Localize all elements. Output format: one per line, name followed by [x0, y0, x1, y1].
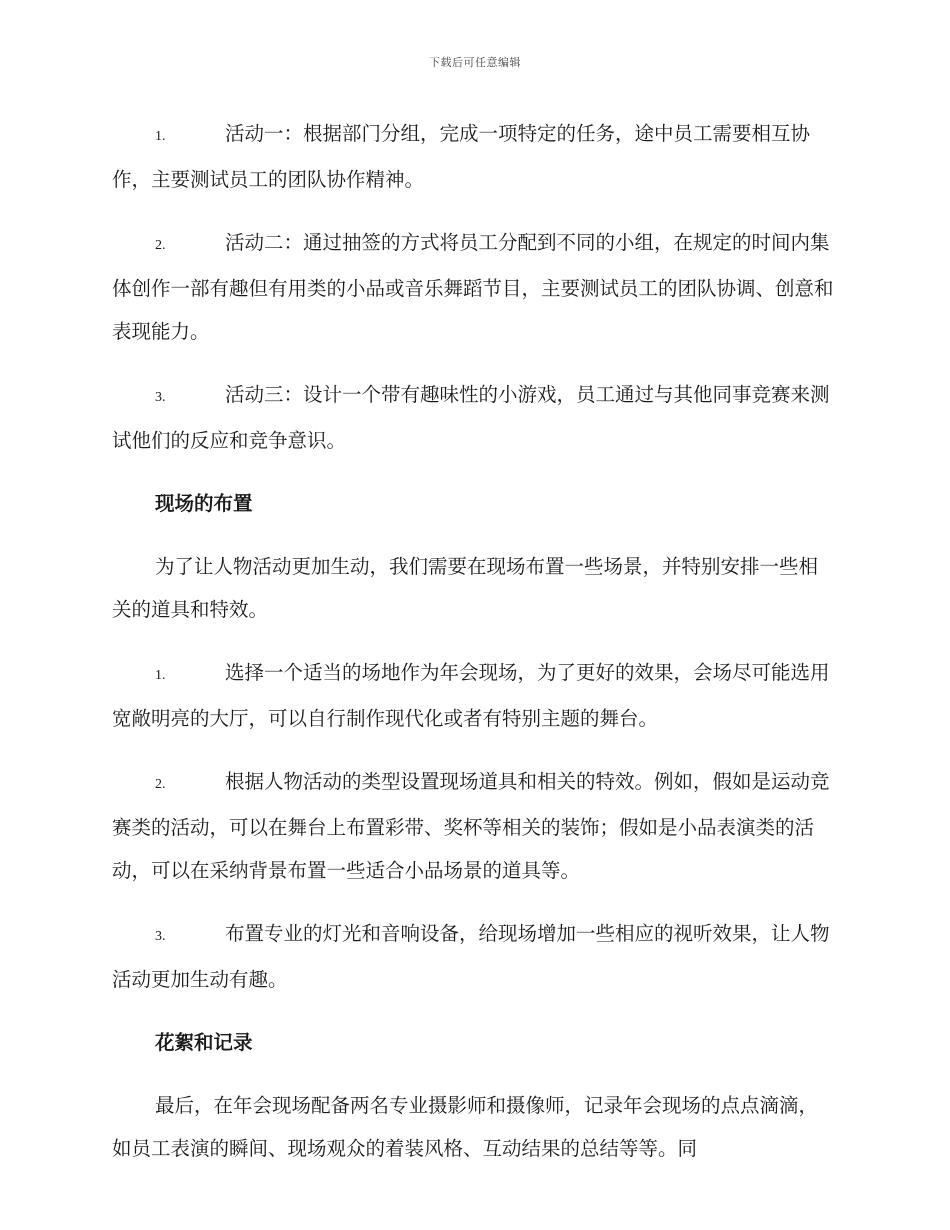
setup-item — [112, 760, 837, 892]
activity-item — [112, 221, 837, 353]
list-number: 3. — [155, 390, 166, 405]
setup-item-text: 根据人物活动的类型设置现场道具和相关的特效。例如，假如是运动竞赛类的活动，可以在舞台上布置彩带、奖杯等相关的装饰；假如是小品表演类的活动，可以在采纳背景布置一些适合小品场景的道具等。 — [112, 770, 830, 882]
setup-intro: 为了让人物活动更加生动，我们需要在现场布置一些场景，并特别安排一些相关的道具和特效。 — [112, 555, 819, 621]
list-number: 3. — [155, 929, 166, 944]
list-number: 1. — [155, 668, 166, 683]
setup-item-text: 布置专业的灯光和音响设备，给现场增加一些相应的视听效果，让人物活动更加生动有趣。 — [112, 922, 830, 991]
list-number: 2. — [155, 777, 166, 792]
setup-item — [112, 912, 837, 1001]
setup-item-text: 选择一个适当的场地作为年会现场，为了更好的效果，会场尽可能选用宽敞明亮的大厅，可以自行制作现代化或者有特别主题的舞台。 — [112, 661, 830, 730]
activity-item — [112, 373, 837, 462]
activity-text: 活动一：根据部门分组，完成一项特定的任务，途中员工需要相互协作，主要测试员工的团队协作精神。 — [112, 122, 811, 191]
page-header: 下载后可任意编辑 — [429, 56, 521, 69]
activity-text: 活动二：通过抽签的方式将员工分配到不同的小组，在规定的时间内集体创作一部有趣但有用类的小品或音乐舞蹈节目，主要测试员工的团队协调、创意和表现能力。 — [112, 231, 834, 343]
document-body — [112, 112, 837, 1190]
activity-text: 活动三：设计一个带有趣味性的小游戏，员工通过与其他同事竞赛来测试他们的反应和竞争意识。 — [112, 383, 830, 452]
activity-item — [112, 112, 837, 201]
records-paragraph: 最后，在年会现场配备两名专业摄影师和摄像师，记录年会现场的点点滴滴，如员工表演的瞬间、现场观众的着装风格、互动结果的总结等等。同 — [112, 1094, 819, 1160]
list-number: 1. — [155, 129, 166, 144]
list-number: 2. — [155, 238, 166, 253]
section-heading-setup: 现场的布置 — [155, 492, 253, 515]
section-heading-records: 花絮和记录 — [155, 1031, 253, 1054]
setup-item — [112, 651, 837, 740]
